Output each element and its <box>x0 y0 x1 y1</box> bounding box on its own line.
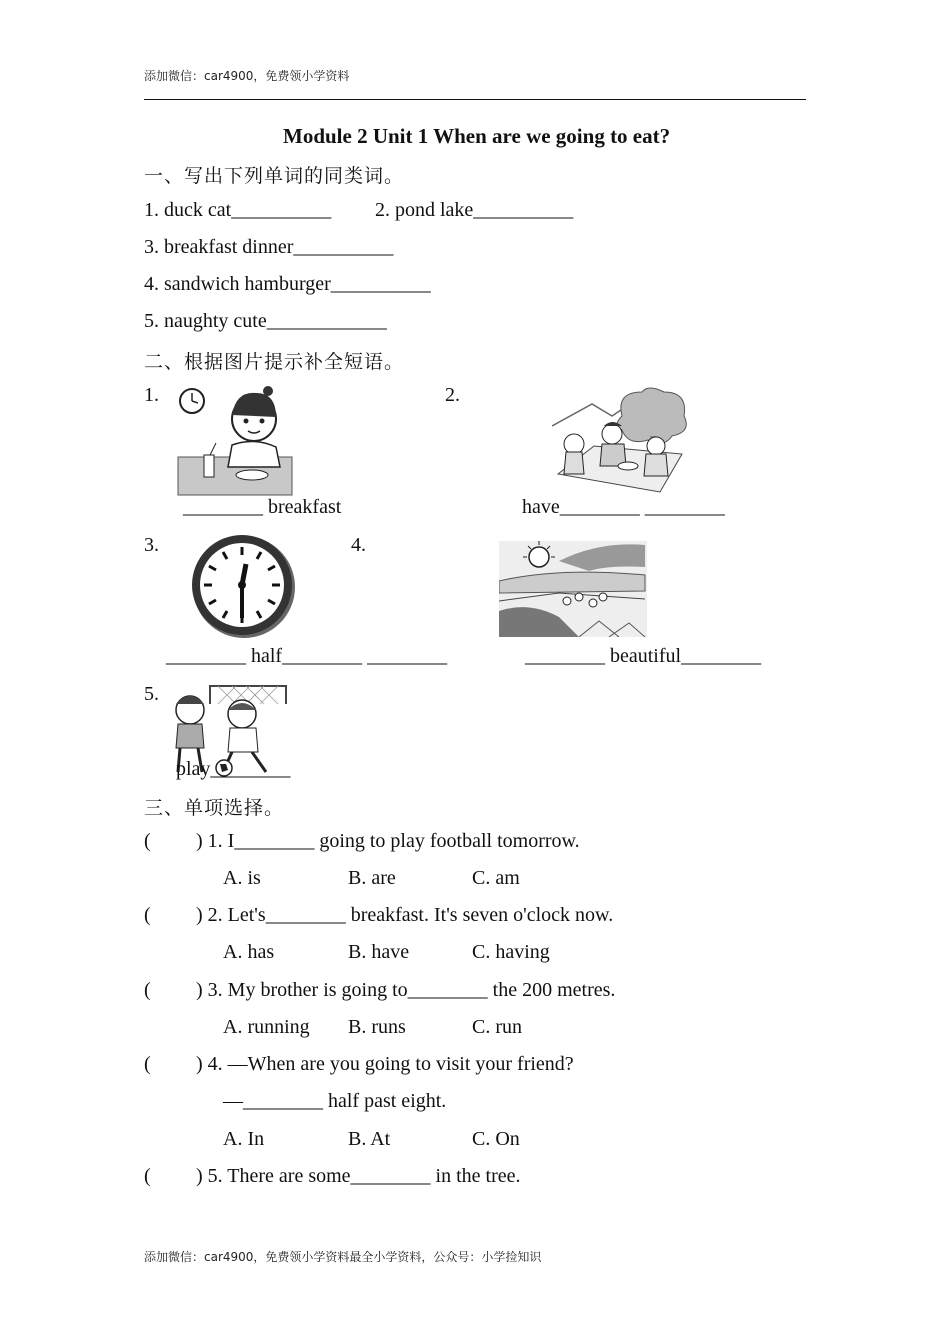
q1-option-a: A. is <box>223 867 261 889</box>
section2-num-2: 2. <box>445 384 460 406</box>
header-note: 添加微信：car4900，免费领小学资料 <box>144 69 350 83</box>
q3-option-c: C. run <box>472 1016 522 1038</box>
q1-option-c: C. am <box>472 867 520 889</box>
question-4: ) 4. —When are you going to visit your friend? <box>196 1053 574 1075</box>
question-2: ) 2. Let's________ breakfast. It's seven o'clock now. <box>196 904 614 926</box>
section2-phrase-4: ________ beautiful________ <box>525 645 762 667</box>
picnic-illustration <box>552 386 692 496</box>
answer-bracket-1: ( <box>144 830 151 852</box>
section1-heading: 一、写出下列单词的同类词。 <box>144 165 405 187</box>
clock-illustration <box>188 534 298 642</box>
section1-item-1: 1. duck cat__________ <box>144 199 332 221</box>
footer-note: 添加微信：car4900，免费领小学资料最全小学资料，公众号：小学捡知识 <box>144 1250 542 1264</box>
section2-num-1: 1. <box>144 384 159 406</box>
section2-num-3: 3. <box>144 534 159 556</box>
question-1: ) 1. I________ going to play football tomorrow. <box>196 830 580 852</box>
section2-phrase-5: play________ <box>176 758 291 780</box>
section1-item-3: 3. breakfast dinner__________ <box>144 236 394 258</box>
section2-phrase-3: ________ half________ ________ <box>166 645 448 667</box>
answer-bracket-4: ( <box>144 1053 151 1075</box>
q2-option-c: C. having <box>472 941 550 963</box>
answer-bracket-3: ( <box>144 979 151 1001</box>
section1-item-5: 5. naughty cute____________ <box>144 310 387 332</box>
q3-option-a: A. running <box>223 1016 310 1038</box>
section2-num-5: 5. <box>144 683 159 705</box>
q3-option-b: B. runs <box>348 1016 406 1038</box>
q2-option-b: B. have <box>348 941 410 963</box>
section2-phrase-2: have________ ________ <box>522 496 725 518</box>
answer-bracket-2: ( <box>144 904 151 926</box>
question-5: ) 5. There are some________ in the tree. <box>196 1165 521 1187</box>
section2-heading: 二、根据图片提示补全短语。 <box>144 351 405 373</box>
header-divider <box>144 99 806 100</box>
section1-item-4: 4. sandwich hamburger__________ <box>144 273 431 295</box>
section2-num-4: 4. <box>351 534 366 556</box>
question-4-line2: —________ half past eight. <box>223 1090 447 1112</box>
q2-option-a: A. has <box>223 941 275 963</box>
section2-phrase-1: ________ breakfast <box>183 496 342 518</box>
q1-option-b: B. are <box>348 867 396 889</box>
girl-breakfast-illustration <box>176 385 294 497</box>
q4-option-a: A. In <box>223 1128 265 1150</box>
section1-item-2: 2. pond lake__________ <box>375 199 574 221</box>
answer-bracket-5: ( <box>144 1165 151 1187</box>
landscape-illustration <box>499 541 647 637</box>
section3-heading: 三、单项选择。 <box>144 797 285 819</box>
page-title: Module 2 Unit 1 When are we going to eat? <box>283 124 671 148</box>
question-3: ) 3. My brother is going to________ the 200 metres. <box>196 979 616 1001</box>
q4-option-b: B. At <box>348 1128 391 1150</box>
q4-option-c: C. On <box>472 1128 520 1150</box>
